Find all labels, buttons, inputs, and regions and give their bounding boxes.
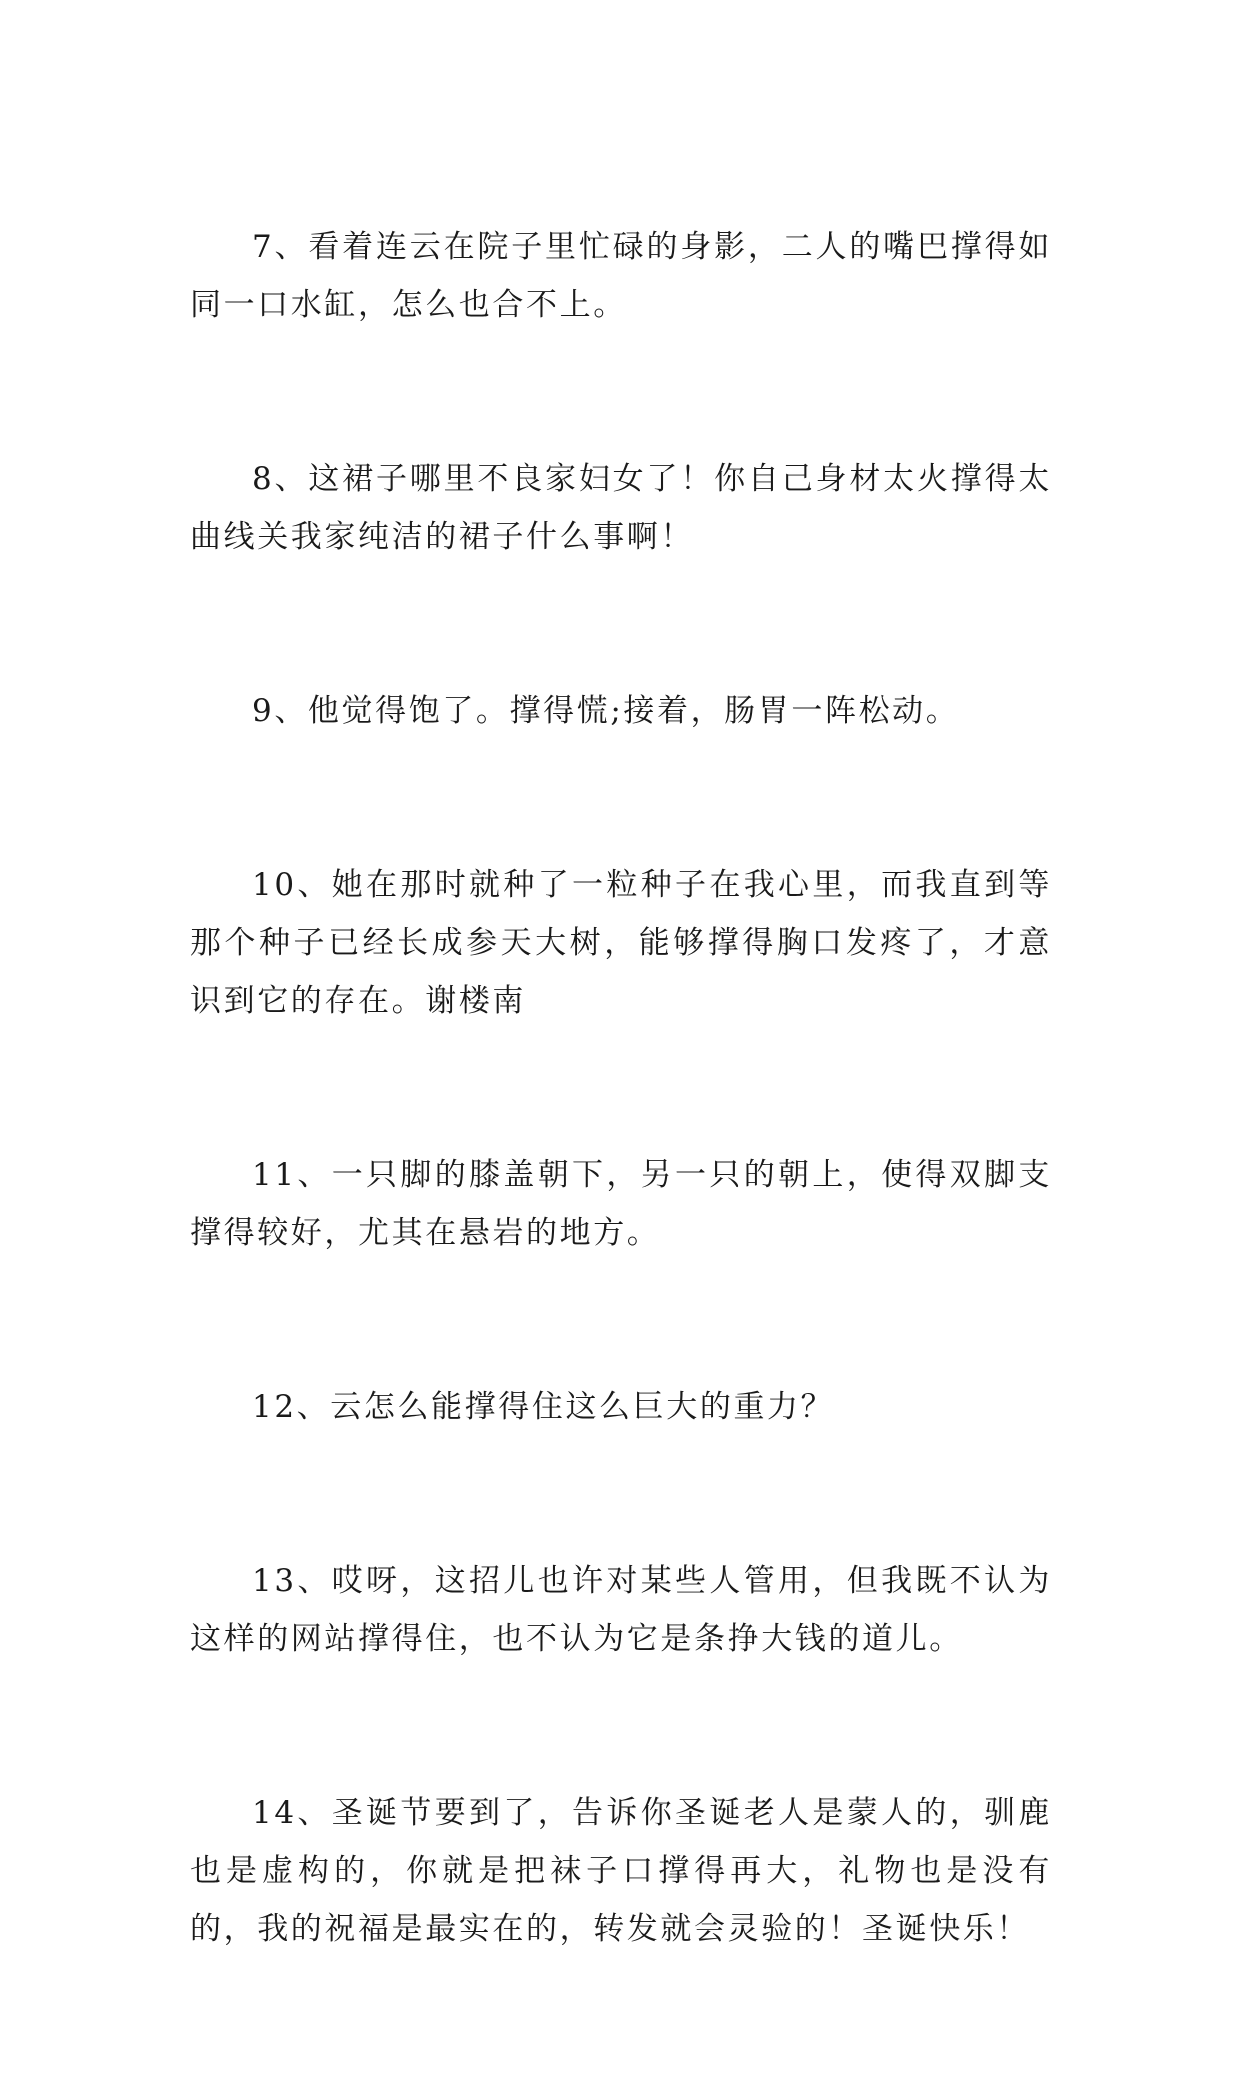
paragraph-8: 8、这裙子哪里不良家妇女了！你自己身材太火撑得太曲线关我家纯洁的裙子什么事啊！ [190,461,1052,555]
paragraph-11: 11、一只脚的膝盖朝下，另一只的朝上，使得双脚支撑得较好，尤其在悬岩的地方。 [190,1157,1052,1251]
paragraph-10: 10、她在那时就种了一粒种子在我心里，而我直到等那个种子已经长成参天大树，能够撑得胸口发疼了，才意识到它的存在。谢楼南 [190,867,1052,1019]
paragraph-13: 13、哎呀，这招儿也许对某些人管用，但我既不认为这样的网站撑得住，也不认为它是条挣大钱的道儿。 [190,1563,1052,1657]
paragraph-9: 9、他觉得饱了。撑得慌;接着，肠胃一阵松动。 [252,693,960,729]
document-body [190,218,1052,2074]
paragraph-14: 14、圣诞节要到了，告诉你圣诞老人是蒙人的，驯鹿也是虚构的，你就是把袜子口撑得再大，礼物也是没有的，我的祝福是最实在的，转发就会灵验的！圣诞快乐！ [190,1795,1052,1947]
paragraph-12: 12、云怎么能撑得住这么巨大的重力？ [252,1389,835,1425]
paragraph-7: 7、看着连云在院子里忙碌的身影，二人的嘴巴撑得如同一口水缸，怎么也合不上。 [190,229,1052,323]
